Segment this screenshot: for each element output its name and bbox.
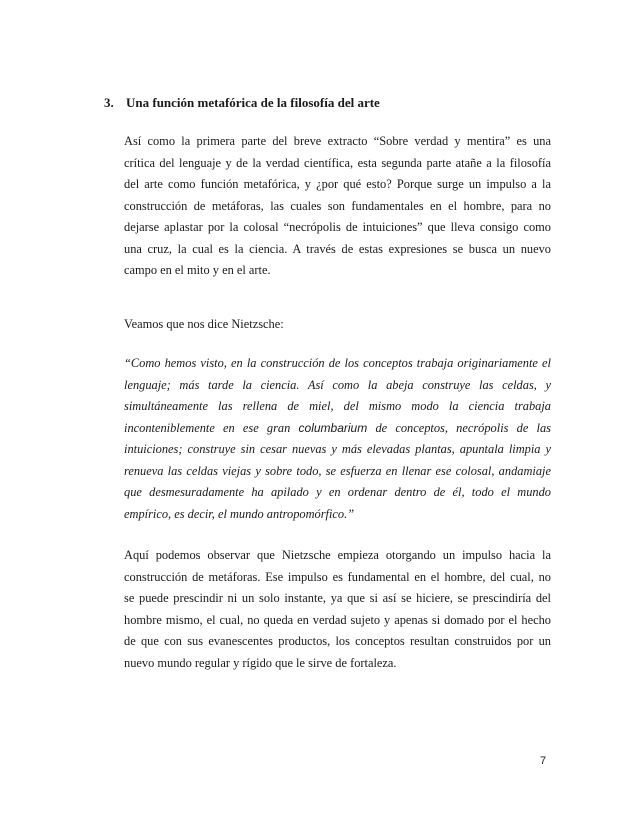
text-line: de que con sus evanescentes productos, los conceptos resultan construidos por un xyxy=(124,634,551,648)
text-line: Así como la primera parte del breve extracto “Sobre verdad y mentira” es una xyxy=(124,134,551,148)
paragraph-analysis xyxy=(124,545,551,674)
nietzsche-quote xyxy=(124,353,551,525)
text-line: nuevo mundo regular y rígido que le sirve de fortaleza. xyxy=(124,655,397,670)
paragraph-intro xyxy=(124,131,551,282)
paragraph-lead-in xyxy=(124,314,551,336)
text-line: hombre mismo, el cual, no queda en verdad sujeto y apenas si domado por el hecho xyxy=(124,612,551,627)
text-line: Aquí podemos observar que Nietzsche empieza otorgando un impulso hacia la xyxy=(124,548,551,562)
text-line: del arte como función metafórica, y ¿por qué esto? Porque surge un impulso a la xyxy=(124,177,551,191)
text-line: se puede prescindir ni un solo instante, ya que si así se hiciere, se prescindiría del xyxy=(124,591,551,605)
page-number: 7 xyxy=(540,755,547,767)
section-title: Una función metafórica de la filosofía del arte xyxy=(126,95,380,110)
section-number: 3. xyxy=(104,95,114,110)
quote-line: inconteniblemente en ese gran columbarium de conceptos, necrópolis de las xyxy=(124,420,551,435)
quote-line: lenguaje; más tarde la ciencia. Así como la abeja construye las celdas, y xyxy=(124,377,551,392)
text-line: construcción de metáforas, las cuales son fundamentales en el hombre, para no xyxy=(124,198,551,213)
text-line: campo en el mito y en el arte. xyxy=(124,263,271,277)
quote-line: empírico, es decir, el mundo antropomórfico.” xyxy=(124,506,355,521)
quote-line: “Como hemos visto, en la construcción de los conceptos trabaja originariamente el xyxy=(124,356,551,370)
quote-line: simultáneamente las rellena de miel, del mismo modo la ciencia trabaja xyxy=(124,399,551,413)
quote-line: renueva las celdas viejas y sobre todo, se esfuerza en llenar ese colosal, andamiaje xyxy=(124,463,551,478)
text-line: Veamos que nos dice Nietzsche: xyxy=(124,317,284,331)
quote-line: intuiciones; construye sin cesar nuevas y más elevadas plantas, apuntala limpia y xyxy=(124,442,551,456)
text-line: una cruz, la cual es la ciencia. A través de estas expresiones se busca un nuevo xyxy=(124,241,551,256)
text-line: crítica del lenguaje y de la verdad científica, esta segunda parte atañe a la filosofía xyxy=(124,155,551,170)
section-heading xyxy=(104,95,380,111)
quote-line: que desmesuradamente ha apilado y en ordenar dentro de él, todo el mundo xyxy=(124,485,551,499)
text-line: dejarse aplastar por la colosal “necrópolis de intuiciones” que lleva consigo como xyxy=(124,220,551,234)
columbarium-word: columbarium xyxy=(298,420,368,435)
text-line: construcción de metáforas. Ese impulso es fundamental en el hombre, del cual, no xyxy=(124,569,551,584)
